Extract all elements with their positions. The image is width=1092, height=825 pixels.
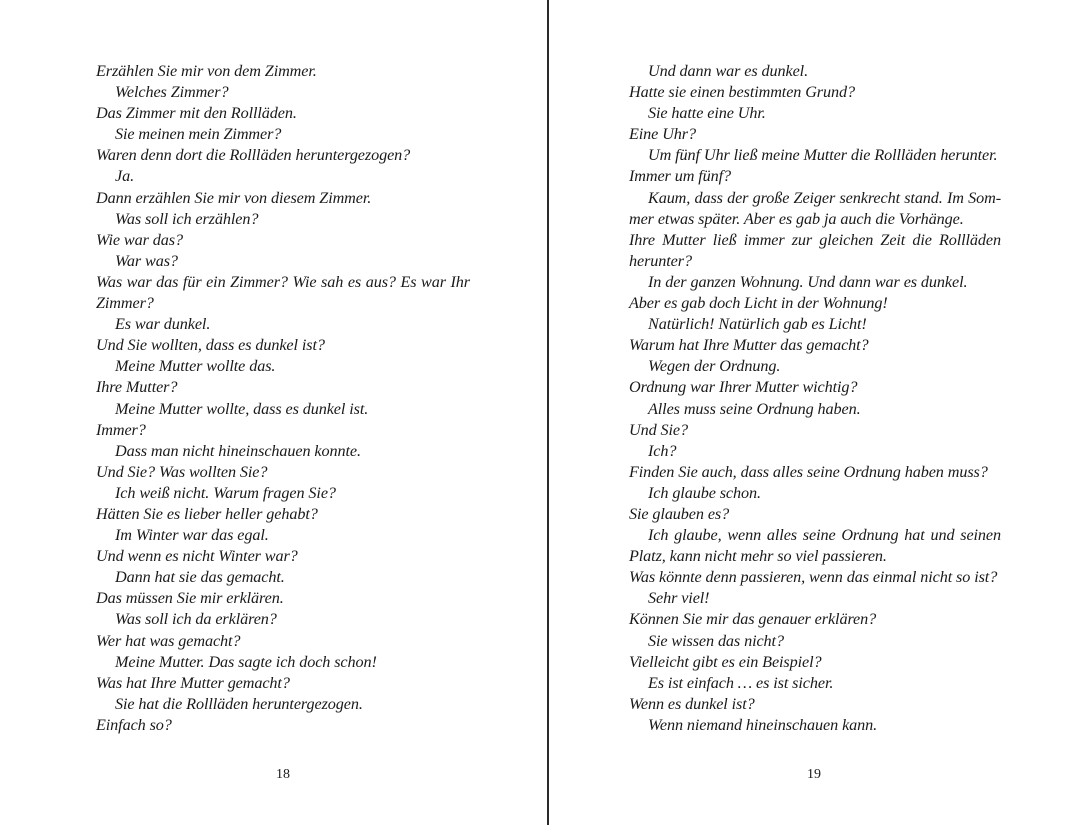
dialogue-question-line: Waren denn dort die Rollläden heruntergezogen? (96, 146, 411, 165)
dialogue-question-line: Vielleicht gibt es ein Beispiel? (629, 652, 822, 671)
dialogue-reply-line: Alles muss seine Ordnung haben. (648, 399, 861, 418)
dialogue-reply-line: Ja. (115, 167, 135, 186)
dialogue-reply-line: Sie meinen mein Zimmer? (115, 125, 282, 144)
dialogue-question-line: Und Sie? (629, 420, 688, 439)
left-page-text (96, 61, 470, 736)
dialogue-reply-line: Sie wissen das nicht? (648, 631, 784, 650)
dialogue-reply-line: Dass man nicht hineinschauen konnte. (115, 441, 361, 460)
dialogue-question-line: Immer um fünf? (629, 167, 732, 186)
dialogue-reply-line: Wenn niemand hineinschauen kann. (648, 715, 878, 734)
dialogue-question-line: Zimmer? (96, 294, 154, 313)
dialogue-question-line: Und Sie wollten, dass es dunkel ist? (96, 336, 325, 355)
dialogue-reply-line: Meine Mutter wollte, dass es dunkel ist. (115, 399, 369, 418)
dialogue-question-line: Ihre Mutter ließ immer zur gleichen Zeit die Rollläden (629, 230, 1001, 249)
dialogue-question-line: Hatte sie einen bestimmten Grund? (629, 83, 855, 102)
left-page-number: 18 (276, 767, 290, 782)
dialogue-reply-line: Sie hat die Rollläden heruntergezogen. (115, 694, 363, 713)
dialogue-question-line: Aber es gab doch Licht in der Wohnung! (629, 294, 888, 313)
dialogue-question-line: Einfach so? (96, 715, 172, 734)
dialogue-reply-line: Kaum, dass der große Zeiger senkrecht stand. Im Som- (648, 188, 1001, 207)
book-spine-divider (547, 0, 549, 825)
dialogue-question-line: Was hat Ihre Mutter gemacht? (96, 673, 290, 692)
dialogue-question-line: Dann erzählen Sie mir von diesem Zimmer. (96, 188, 372, 207)
right-page (550, 0, 1092, 825)
dialogue-reply-line: Wegen der Ordnung. (648, 357, 781, 376)
dialogue-question-line: Was könnte denn passieren, wenn das einmal nicht so ist? (629, 568, 998, 587)
dialogue-reply-line: Sehr viel! (648, 589, 710, 608)
dialogue-reply-line: Ich glaube, wenn alles seine Ordnung hat und seinen (648, 526, 1001, 545)
dialogue-reply-line: Es war dunkel. (115, 315, 211, 334)
right-page-text (629, 61, 1001, 736)
dialogue-reply-line: Im Winter war das egal. (115, 526, 269, 545)
dialogue-reply-line: Ich? (648, 441, 677, 460)
dialogue-reply-line: Meine Mutter. Das sagte ich doch schon! (115, 652, 377, 671)
dialogue-reply-line: Ich weiß nicht. Warum fragen Sie? (115, 483, 336, 502)
dialogue-question-line: Ordnung war Ihrer Mutter wichtig? (629, 378, 858, 397)
dialogue-reply-line: In der ganzen Wohnung. Und dann war es dunkel. (648, 272, 968, 291)
dialogue-question-line: Sie glauben es? (629, 504, 730, 523)
dialogue-reply-line: War was? (115, 251, 178, 270)
dialogue-reply-line: Sie hatte eine Uhr. (648, 104, 766, 123)
dialogue-reply-line: Meine Mutter wollte das. (115, 357, 276, 376)
right-page-number: 19 (807, 767, 821, 782)
dialogue-question-line: Wie war das? (96, 230, 183, 249)
dialogue-question-line: Wenn es dunkel ist? (629, 694, 755, 713)
dialogue-question-line: Das müssen Sie mir erklären. (96, 589, 284, 608)
dialogue-question-line: Wer hat was gemacht? (96, 631, 241, 650)
dialogue-question-line: Das Zimmer mit den Rollläden. (96, 104, 297, 123)
dialogue-question-line: mer etwas später. Aber es gab ja auch die Vorhänge. (629, 209, 964, 228)
dialogue-reply-line: Was soll ich erzählen? (115, 209, 259, 228)
dialogue-question-line: herunter? (629, 251, 692, 270)
dialogue-question-line: Warum hat Ihre Mutter das gemacht? (629, 336, 869, 355)
dialogue-question-line: Und wenn es nicht Winter war? (96, 547, 298, 566)
dialogue-reply-line: Welches Zimmer? (115, 83, 229, 102)
dialogue-question-line: Was war das für ein Zimmer? Wie sah es aus? Es war Ihr (96, 272, 470, 291)
dialogue-question-line: Eine Uhr? (629, 125, 696, 144)
dialogue-question-line: Platz, kann nicht mehr so viel passieren. (629, 547, 887, 566)
dialogue-question-line: Ihre Mutter? (96, 378, 178, 397)
dialogue-reply-line: Ich glaube schon. (648, 483, 761, 502)
dialogue-reply-line: Natürlich! Natürlich gab es Licht! (648, 315, 867, 334)
dialogue-question-line: Hätten Sie es lieber heller gehabt? (96, 504, 318, 523)
dialogue-question-line: Können Sie mir das genauer erklären? (629, 610, 877, 629)
dialogue-reply-line: Was soll ich da erklären? (115, 610, 277, 629)
dialogue-reply-line: Dann hat sie das gemacht. (115, 568, 285, 587)
dialogue-reply-line: Es ist einfach … es ist sicher. (648, 673, 834, 692)
dialogue-reply-line: Und dann war es dunkel. (648, 62, 809, 80)
dialogue-question-line: Erzählen Sie mir von dem Zimmer. (96, 62, 317, 80)
dialogue-question-line: Und Sie? Was wollten Sie? (96, 462, 268, 481)
dialogue-reply-line: Um fünf Uhr ließ meine Mutter die Rollläden herunter. (648, 146, 998, 165)
dialogue-question-line: Finden Sie auch, dass alles seine Ordnung haben muss? (629, 462, 988, 481)
dialogue-question-line: Immer? (96, 420, 146, 439)
